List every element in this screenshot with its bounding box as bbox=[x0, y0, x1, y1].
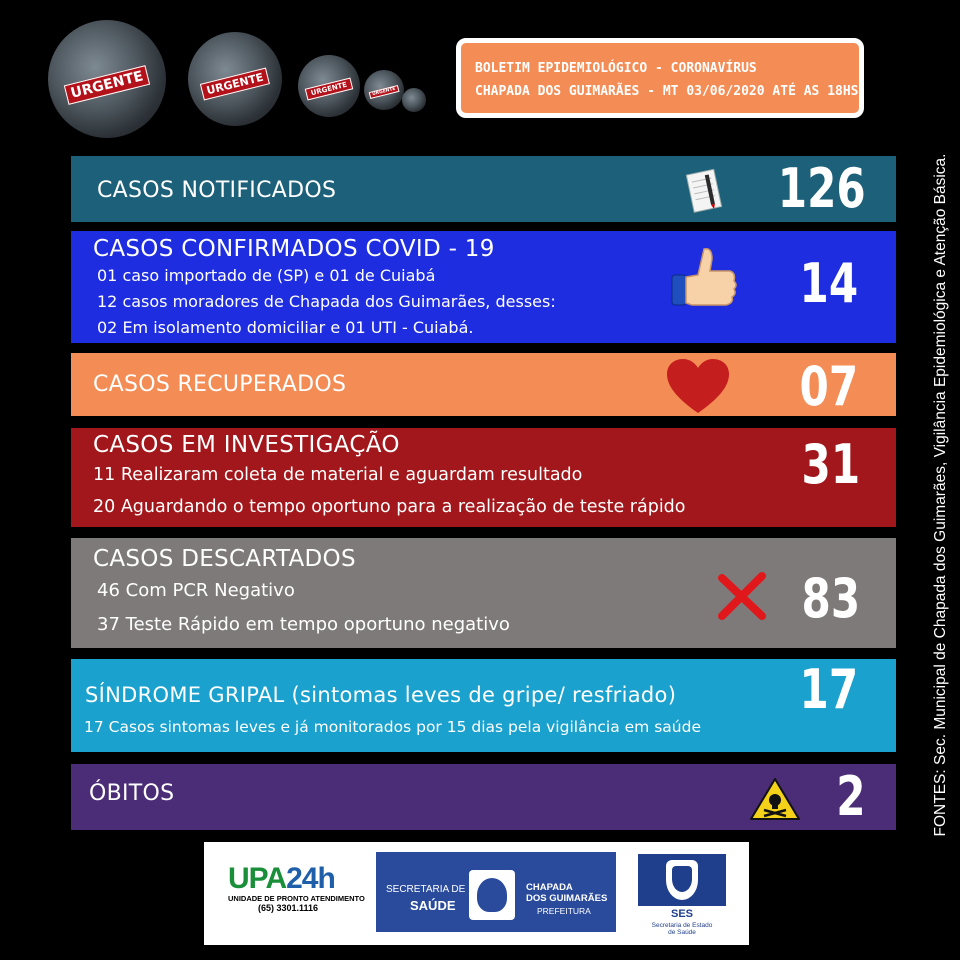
upa-logo-suffix: 24h bbox=[286, 862, 335, 895]
virus-images bbox=[40, 20, 440, 140]
confirmed-title: CASOS CONFIRMADOS COVID - 19 bbox=[93, 236, 495, 262]
confirmed-detail-line: 01 caso importado de (SP) e 01 de Cuiabá bbox=[97, 266, 436, 285]
sponsor-logos bbox=[204, 842, 749, 945]
bulletin-location-date: CHAPADA DOS GUIMARÃES - MT 03/06/2020 ATÉ AS 18HS bbox=[475, 84, 859, 99]
flu-syndrome-detail-line: 17 Casos sintomas leves e já monitorados por 15 dias pela vigilância em saúde bbox=[84, 718, 701, 736]
upa-logo-text: UPA bbox=[228, 862, 287, 895]
urgente-badge: URGENTE bbox=[305, 78, 354, 101]
urgente-badge: URGENTE bbox=[200, 67, 270, 100]
flu-syndrome-title: SÍNDROME GRIPAL (sintomas leves de gripe/ resfriado) bbox=[85, 683, 677, 707]
deaths-band bbox=[71, 764, 896, 830]
recovered-cases-band bbox=[71, 353, 896, 416]
urgente-badge: URGENTE bbox=[369, 85, 400, 99]
source-credit bbox=[932, 60, 960, 930]
recovered-count: 07 bbox=[799, 355, 858, 418]
x-mark-icon bbox=[714, 568, 770, 624]
upa-logo bbox=[228, 864, 378, 913]
virus-image-5 bbox=[402, 88, 426, 112]
investigation-detail-line: 11 Realizaram coleta de material e aguardam resultado bbox=[93, 465, 583, 485]
notepad-icon bbox=[678, 166, 728, 216]
prefeitura-line2: DOS GUIMARÃES bbox=[526, 893, 608, 904]
municipal-crest-icon bbox=[469, 870, 515, 920]
deaths-title: ÓBITOS bbox=[89, 781, 175, 806]
flu-syndrome-count: 17 bbox=[799, 658, 858, 721]
investigation-cases-band bbox=[71, 428, 896, 527]
ses-subtitle: Secretaria de Estado de Saúde bbox=[651, 922, 713, 936]
confirmed-detail-line: 02 Em isolamento domiciliar e 01 UTI - Cuiabá. bbox=[97, 318, 474, 337]
discarded-detail-line: 37 Teste Rápido em tempo oportuno negativo bbox=[97, 614, 510, 635]
flu-syndrome-band bbox=[71, 659, 896, 752]
prefeitura-line1: CHAPADA bbox=[526, 882, 573, 893]
virus-image-2 bbox=[188, 32, 282, 126]
investigation-detail-line: 20 Aguardando o tempo oportuno para a realização de teste rápido bbox=[93, 497, 686, 517]
state-crest-icon bbox=[638, 854, 726, 906]
investigation-count: 31 bbox=[801, 433, 860, 496]
heart-icon bbox=[665, 357, 731, 415]
upa-subtitle: UNIDADE DE PRONTO ATENDIMENTO bbox=[228, 894, 365, 903]
thumbs-up-icon bbox=[668, 241, 740, 313]
upa-phone: (65) 3301.1116 bbox=[257, 903, 319, 913]
toxic-warning-icon bbox=[749, 776, 801, 822]
secretaria-line2: SAÚDE bbox=[410, 898, 456, 913]
notified-cases-band bbox=[71, 156, 896, 222]
confirmed-cases-band bbox=[71, 231, 896, 343]
prefeitura-line3: PREFEITURA bbox=[537, 906, 591, 916]
urgente-badge: URGENTE bbox=[64, 65, 150, 105]
notified-count: 126 bbox=[778, 157, 866, 220]
virus-image-3 bbox=[298, 55, 360, 117]
ses-logo bbox=[638, 854, 726, 938]
deaths-count: 2 bbox=[836, 765, 866, 828]
discarded-title: CASOS DESCARTADOS bbox=[93, 546, 356, 572]
secretaria-line1: SECRETARIA DE bbox=[386, 884, 466, 895]
discarded-count: 83 bbox=[801, 567, 860, 630]
confirmed-count: 14 bbox=[799, 252, 858, 315]
bulletin-title: BOLETIM EPIDEMIOLÓGICO - CORONAVÍRUS bbox=[475, 61, 757, 76]
notified-title: CASOS NOTIFICADOS bbox=[97, 178, 337, 203]
virus-image-4 bbox=[364, 70, 404, 110]
ses-title: SES bbox=[670, 908, 693, 920]
bulletin-header bbox=[456, 38, 864, 118]
investigation-title: CASOS EM INVESTIGAÇÃO bbox=[93, 432, 400, 458]
virus-image-1 bbox=[48, 20, 166, 138]
confirmed-detail-line: 12 casos moradores de Chapada dos Guimarães, desses: bbox=[97, 292, 556, 311]
discarded-cases-band bbox=[71, 538, 896, 648]
recovered-title: CASOS RECUPERADOS bbox=[93, 372, 347, 397]
secretaria-saude-logo bbox=[376, 852, 616, 932]
source-text: FONTES: Sec. Municipal de Chapada dos Guimarães, Vigilância Epidemiológica e Atenção Básica. bbox=[932, 153, 949, 837]
discarded-detail-line: 46 Com PCR Negativo bbox=[97, 580, 295, 601]
